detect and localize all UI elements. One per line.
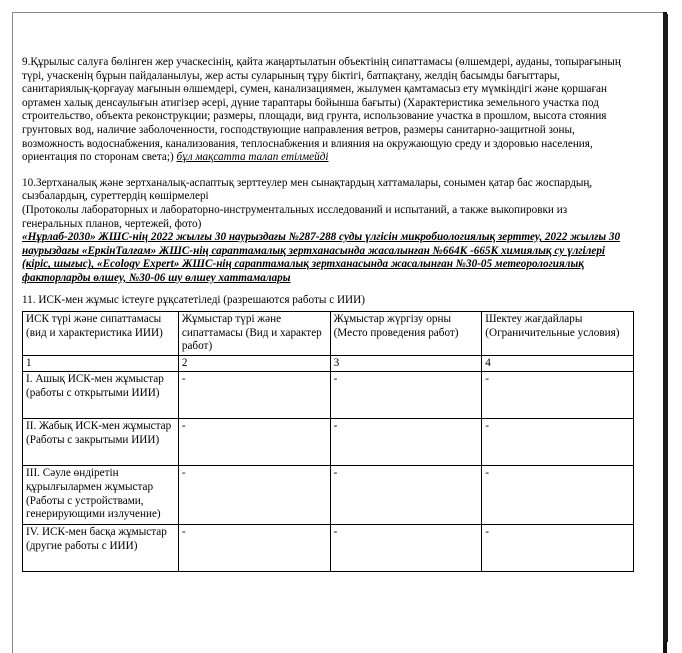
row-label: ІІ. Жабық ИСК-мен жұмыстар (Работы с закрытыми ИИИ) (23, 419, 179, 466)
table-row (23, 525, 634, 572)
table-number-row (23, 355, 634, 372)
table-cell: - (330, 372, 482, 419)
section-10-ru: (Протоколы лабораторных и лабораторно-инструментальных исследований и испытаний, а также выкопировки из генеральных планов, чертежей, фото) (22, 203, 568, 230)
page-shadow (663, 14, 668, 642)
section-9-answer: бұл мақсатта талап етілмейді (176, 151, 329, 164)
table-cell: - (178, 419, 330, 466)
table-cell: - (330, 525, 482, 572)
number-cell: 1 (23, 355, 179, 372)
table-cell: - (330, 419, 482, 466)
header-cell: ИСК түрі және сипаттамасы (вид и характеристика ИИИ) (23, 312, 179, 356)
header-cell: Жұмыстар түрі және сипаттамасы (Вид и характер работ) (178, 312, 330, 356)
row-label: IV. ИСК-мен басқа жұмыстар (другие работы с ИИИ) (23, 525, 179, 572)
header-cell: Шектеу жағдайлары (Ограничительные условия) (482, 312, 634, 356)
number-cell: 4 (482, 355, 634, 372)
section-10-answer: «Нұрлаб-2030» ЖШС-нің 2022 жылғы 30 наурыздағы №287-288 суды үлгісін микробиологиялық зерттеу, 2022 жылғы 30 наурыздағы «ЕркінТалғам» ЖШС-нің сараптамалық зертханасында жасалынған №664К -665К химиялық су үлгілері (кіріс, шығыс), «Ecology Expert» ЖШС-нің сараптамалық зертханасында жасалынған №30-05 метеорологиялық факторларды өлшеу, №30-06 шу өлшеу хаттамалары (22, 231, 621, 284)
table-cell: - (330, 466, 482, 525)
row-label: ІІІ. Сәуле өндіретін құрылғылармен жұмыстар (Работы с устройствами, генерирующими излучение) (23, 466, 179, 525)
section-9 (22, 56, 630, 165)
table-cell: - (482, 466, 634, 525)
section-10-kz: 10.Зертханалық және зертханалық-аспаптық зерттеулер мен сынақтардың хаттамалары, сонымен қатар бас жоспардың, сызбалардың, суреттердің көшірмелері (22, 176, 593, 203)
section-9-ru: (Характеристика земельного участка под строительство, объекта реконструкции; размеры, площади, вид грунта, использование участка в прошлом, высота стояния грунтовых вод, наличие заболоченности, господствующие направления ветров, размеры санитарно-защитной зоны, возможность водоснабжения, канализования, теплоснабжения и влияния на окружающую среду и здоровью населения, ориентация по сторонам света;) (22, 96, 607, 164)
table-cell: - (178, 525, 330, 572)
table-header-row (23, 312, 634, 356)
section-10 (22, 177, 630, 286)
table-cell: - (482, 525, 634, 572)
table-row (23, 466, 634, 525)
table-row (23, 372, 634, 419)
number-cell: 2 (178, 355, 330, 372)
section-11-title: 11. ИСК-мен жұмыс істеуге рұқсатетіледі (разрешаются работы с ИИИ) (22, 293, 365, 306)
table-cell: - (482, 372, 634, 419)
table-row (23, 419, 634, 466)
section-9-kz: 9.Құрылыс салуға бөлінген жер учаскесінің, қайта жаңартылатын объектінің сипаттамасы (өлшемдері, ауданы, топырағының түрі, учаскенің бұрын пайдаланылуы, жер асты суларының тұру біктігі, батпақтану, желдің басымды бағыттары, санитариялық-қорғауау мағынын өлшемдері, сумен, канализациямен, жылумен қамтамасыз ету мүмкіндігі және қоршаған ортамен халық денсаулығын атигізер әсері, дүние тараптары бойынша бағыты) (22, 56, 621, 109)
document-content (22, 56, 630, 572)
header-cell: Жұмыстар жүргізу орны (Место проведения работ) (330, 312, 482, 356)
table-cell: - (178, 372, 330, 419)
iii-works-table (22, 311, 634, 572)
number-cell: 3 (330, 355, 482, 372)
table-cell: - (482, 419, 634, 466)
row-label: І. Ашық ИСК-мен жұмыстар (работы с открытыми ИИИ) (23, 372, 179, 419)
table-cell: - (178, 466, 330, 525)
